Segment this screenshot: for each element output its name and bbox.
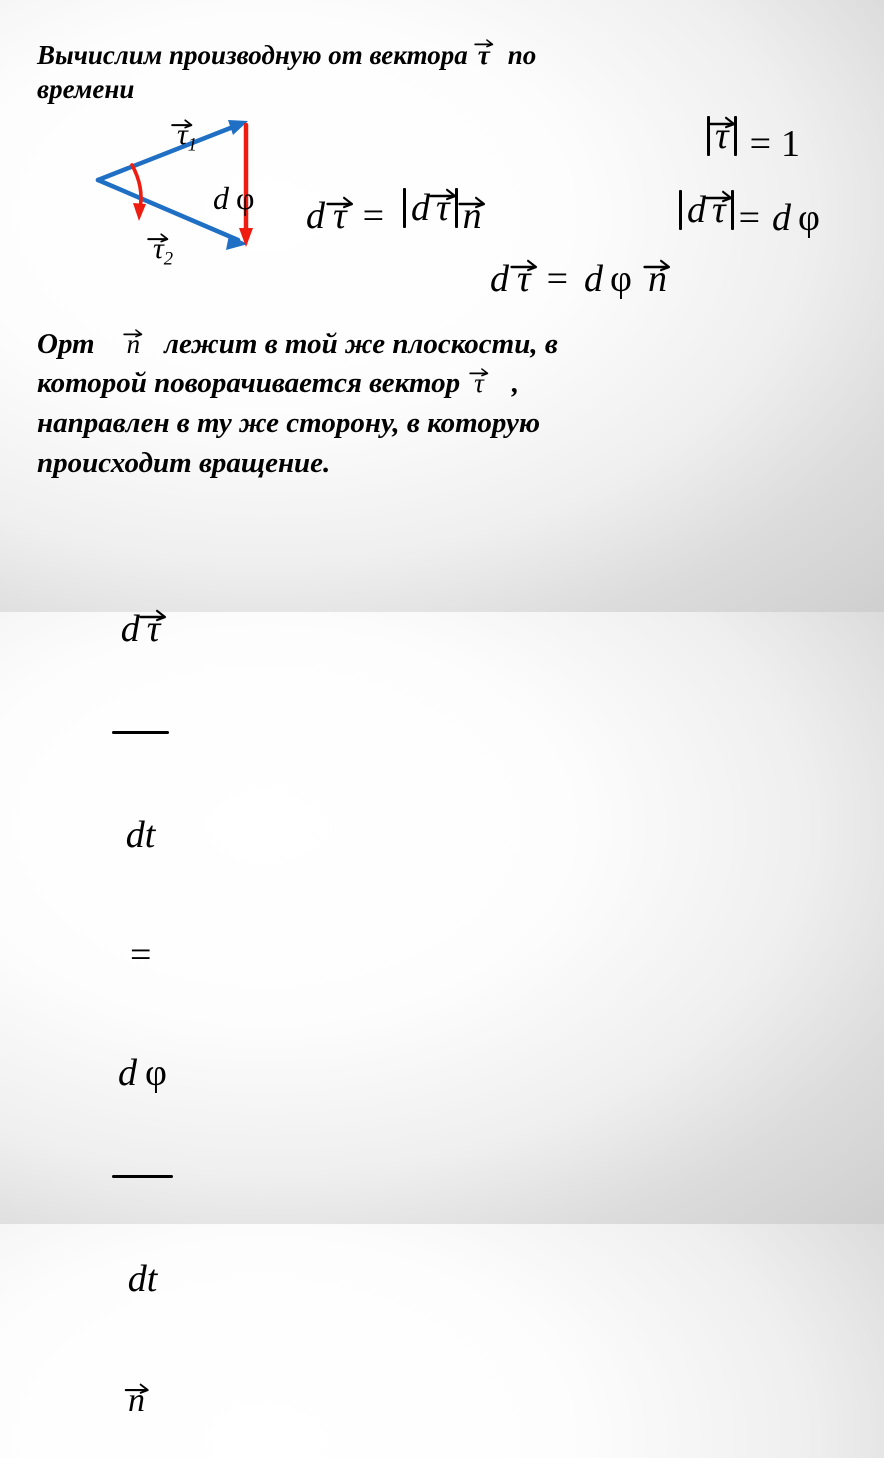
- abs-bar-left: [707, 116, 710, 156]
- abs-tau-group: [702, 116, 742, 156]
- paragraph-part-2-tail: ,: [511, 367, 520, 400]
- tau1-symbol-group: [177, 120, 188, 150]
- tau-symbol: τ: [146, 607, 161, 650]
- tau-symbol: τ: [715, 114, 729, 157]
- eq4-dphi-d: d: [772, 196, 792, 239]
- eq4-d: d: [687, 188, 706, 231]
- eq2-equals: =: [546, 258, 569, 300]
- fraction-numerator: [112, 607, 169, 652]
- fraction-dphi-dt: [112, 974, 173, 1380]
- fraction-denominator-2: dt: [127, 1258, 158, 1301]
- figure-label-tau2: [108, 204, 173, 299]
- paragraph-part-1: лежит в той же плоскости, в: [164, 328, 558, 361]
- fraction-bar-2: [112, 1175, 173, 1178]
- tau-symbol: τ: [517, 258, 531, 300]
- abs-bar-right: [731, 190, 734, 230]
- eq2-dphi-phi: φ: [610, 258, 632, 300]
- eq3-tau-vector: [715, 114, 729, 157]
- eq5-tau-vector: [146, 607, 161, 650]
- eq5-num2-d: d: [118, 1051, 137, 1094]
- eq1-equals: =: [362, 194, 385, 237]
- abs-bar-left: [403, 188, 406, 228]
- dphi-d: d: [213, 180, 229, 216]
- paragraph-part-3: направлен в ту же сторону, в которую: [37, 407, 541, 440]
- tau1-subscript: 1: [187, 134, 198, 156]
- fraction-dtau-dt: [112, 530, 169, 936]
- dphi-phi: φ: [236, 180, 255, 216]
- figure-label-dphi: [165, 150, 254, 246]
- eq3-one: 1: [781, 122, 801, 165]
- heading-text-1-tail: по: [507, 39, 537, 70]
- eq4-dphi-phi: φ: [798, 196, 820, 239]
- tau-symbol: τ: [333, 194, 347, 237]
- n-symbol: n: [126, 329, 141, 360]
- heading-tau-vector: [478, 40, 490, 72]
- eq2-dphi-d: d: [584, 258, 604, 300]
- eq1-abs-d: d: [411, 186, 431, 229]
- eq4-equals: =: [738, 196, 761, 239]
- eq5-num2-phi: φ: [145, 1051, 167, 1094]
- tau2-subscript: 2: [163, 248, 174, 270]
- tau-symbol: τ: [477, 39, 490, 70]
- paragraph-part-4: происходит вращение.: [37, 447, 331, 480]
- eq1-d: d: [306, 194, 325, 237]
- eq1-tau-vector: [333, 194, 347, 237]
- equation-dtau-abs-n: [268, 150, 482, 273]
- fraction-numerator-2: [112, 1051, 173, 1096]
- eq1-abs-tau-vector: [436, 186, 450, 229]
- heading-text-1: Вычислим производную от вектора: [37, 39, 468, 70]
- n-symbol: n: [462, 194, 482, 237]
- eq4-tau-vector: [712, 188, 726, 231]
- abs-bar-right: [734, 116, 737, 156]
- eq3-equals: =: [749, 122, 772, 165]
- eq5-equals: =: [130, 933, 152, 976]
- fraction-denominator: dt: [125, 814, 156, 857]
- tau-symbol: τ: [474, 368, 484, 399]
- paragraph-part-2: которой поворачивается вектор: [37, 367, 461, 400]
- n-symbol: n: [647, 258, 667, 300]
- vector-diagram: [70, 92, 290, 277]
- tau-symbol: τ: [436, 186, 450, 229]
- eq5-num-d: d: [120, 607, 140, 650]
- abs-bar-left: [679, 190, 682, 230]
- abs-dtau-group: [674, 190, 739, 230]
- tau-symbol: τ: [712, 188, 726, 231]
- eq2-n-vector: [648, 260, 667, 298]
- n-symbol: n: [128, 1381, 145, 1419]
- tau-symbol: τ: [153, 232, 164, 265]
- tau2-symbol-group: [153, 234, 164, 264]
- paragraph-lead: Орт: [37, 328, 95, 361]
- heading-text-2: времени: [37, 73, 135, 104]
- equation-derivative: [74, 492, 173, 1456]
- tau-symbol: τ: [177, 118, 188, 151]
- eq2-d: d: [490, 258, 509, 300]
- eq5-n-vector: [128, 1381, 145, 1419]
- fraction-bar: [112, 731, 169, 734]
